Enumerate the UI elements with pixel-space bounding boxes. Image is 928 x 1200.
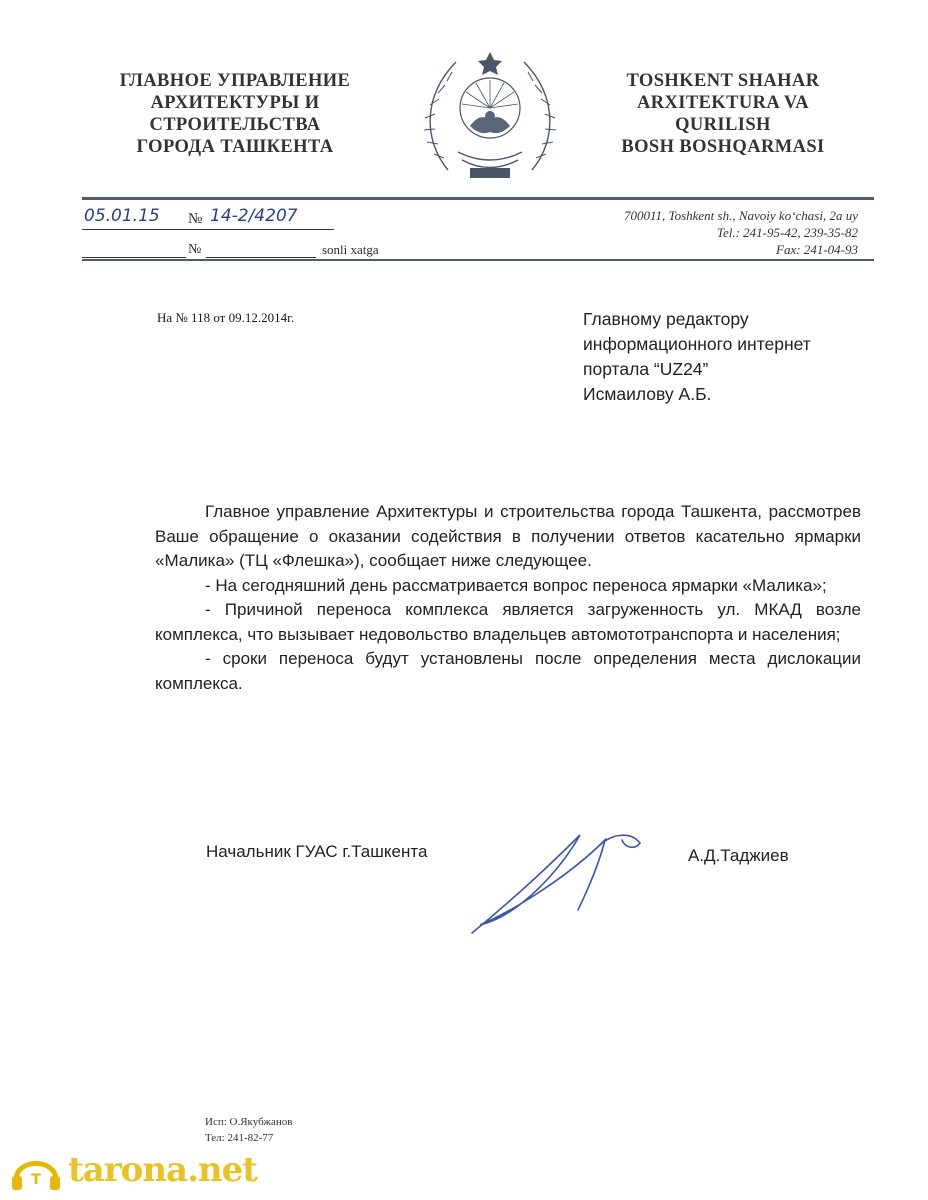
address-fax: Fax: 241-04-93 xyxy=(776,242,858,257)
reply-suffix: sonli xatga xyxy=(322,242,379,257)
header-ru-line: СТРОИТЕЛЬСТВА xyxy=(149,115,321,135)
reply-number-sign: № xyxy=(188,242,202,257)
addressee-block xyxy=(583,307,811,407)
addressee-line: информационного интернет xyxy=(583,334,811,354)
addressee-line: Исмаилову А.Б. xyxy=(583,384,712,404)
header-ru-line: ГЛАВНОЕ УПРАВЛЕНИЕ xyxy=(119,71,351,91)
header-uz xyxy=(598,70,848,158)
headphones-logo-icon xyxy=(8,1150,64,1194)
signatory-title: Начальник ГУАС г.Ташкента xyxy=(206,842,428,861)
uzbekistan-coat-of-arms-icon xyxy=(418,40,562,190)
body-paragraph: - На сегодняшний день рассматривается вопрос переноса ярмарки «Малика»; xyxy=(205,575,827,595)
registration-line xyxy=(82,229,334,230)
body-paragraph: - сроки переноса будут установлены после определения места дислокации комплекса. xyxy=(155,649,861,693)
addressee-line: Главному редактору xyxy=(583,309,749,329)
header-uz-line: TOSHKENT SHAHAR xyxy=(626,71,820,91)
addressee-line: портала “UZ24” xyxy=(583,359,709,379)
address-street: 700011, Toshkent sh., Navoiy ko‘chasi, 2a uy xyxy=(624,208,858,223)
executor-name: Исп: О.Якубжанов xyxy=(205,1116,293,1128)
registration-divider xyxy=(82,259,874,261)
handwritten-signature xyxy=(460,815,660,945)
executor-tel: Тел: 241-82-77 xyxy=(205,1132,274,1144)
header-ru-line: АРХИТЕКТУРЫ И xyxy=(150,93,320,113)
watermark-text: tarona.net xyxy=(68,1150,257,1190)
letter-body xyxy=(155,500,861,696)
header-uz-line: QURILISH xyxy=(675,115,771,135)
organization-address xyxy=(624,207,858,258)
registration-number-sign: № xyxy=(188,211,203,227)
header-uz-line: ARXITEKTURA VA xyxy=(637,93,809,113)
body-paragraph: Главное управление Архитектуры и строительства города Ташкента, рассмотрев Ваше обращение о оказании содействия в получении ответов касательно ярмарки «Малика» (ТЦ «Флешка»), сообщает ниже следующее. xyxy=(155,502,861,570)
svg-text:T: T xyxy=(31,1172,41,1188)
reference-line: На № 118 от 09.12.2014г. xyxy=(157,310,295,325)
executor-info xyxy=(205,1114,292,1146)
address-tel: Tel.: 241-95-42, 239-35-82 xyxy=(716,225,858,240)
header-ru-line: ГОРОДА ТАШКЕНТА xyxy=(136,137,334,157)
header-ru xyxy=(100,70,370,158)
reply-number-line xyxy=(206,257,316,258)
registration-date: 05.01.15 xyxy=(84,206,160,226)
header-divider xyxy=(82,197,874,200)
header-uz-line: BOSH BOSHQARMASI xyxy=(621,137,825,157)
body-paragraph: - Причиной переноса комплекса является загруженность ул. МКАД возле комплекса, что вызывает недовольство владельцев автомототранспорта и населения; xyxy=(155,600,861,644)
registration-number: 14-2/4207 xyxy=(210,206,298,226)
reply-date-line xyxy=(82,257,186,258)
signatory-name: А.Д.Таджиев xyxy=(688,846,789,865)
